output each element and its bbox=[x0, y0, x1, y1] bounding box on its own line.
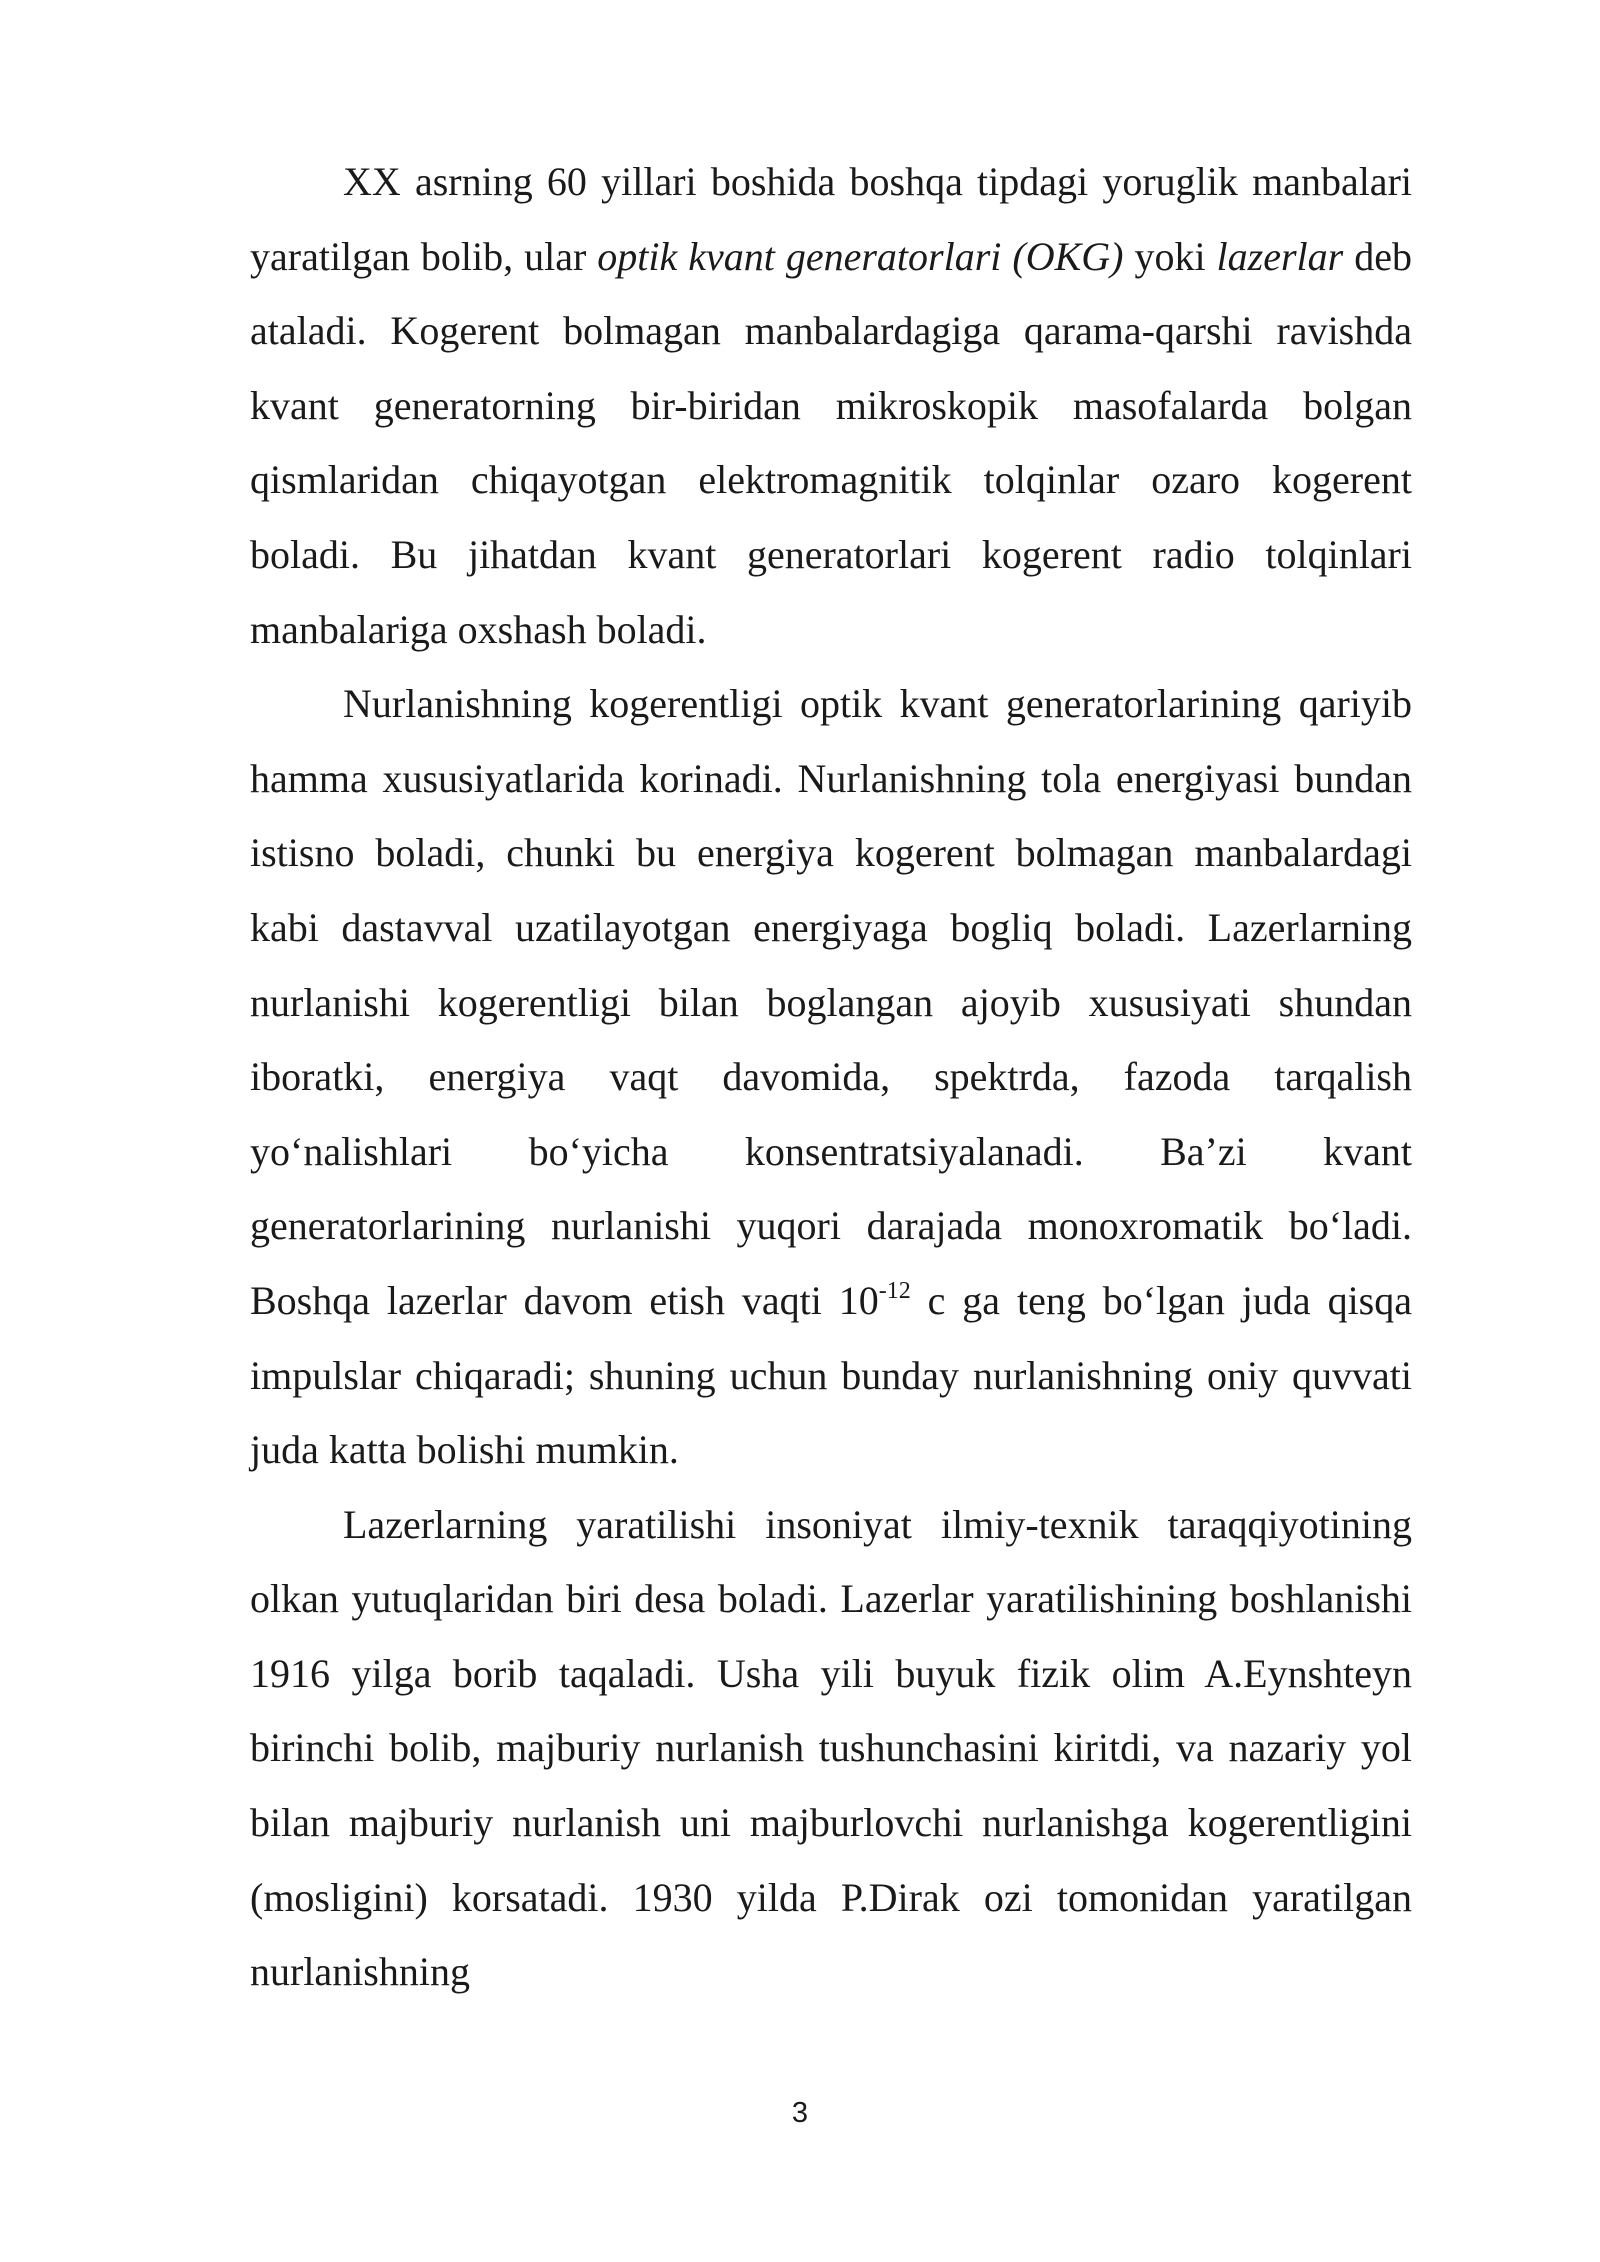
body-text bbox=[250, 145, 1412, 2010]
paragraph-2-text: Nurlanishning kogerentligi optik kvant generatorlarining qariyib hamma xususiyatlarida korinadi. Nurlanishning tola energiyasi bundan istisno boladi, chunki bu energiya kogerent bolmagan manbalardagi kabi dastavval uzatilayotgan energiyaga bogliq boladi. Lazerlarning nurlanishi kogerentligi bilan boglangan ajoyib xususiyati shundan iboratki, energiya vaqt davomida, spektrda, fazoda tarqalish yo‘nalishlari bo‘yicha konsentratsiyalanadi. Ba’zi kvant generatorlarining nurlanishi yuqori darajada monoxromatik bo‘ladi. Boshqa lazerlar davom etish vaqti 10 bbox=[250, 681, 1412, 1323]
paragraph-1-text-3: deb ataladi. Kogerent bolmagan manbalardagiga qarama-qarshi ravishda kvant generatorning bir-biridan mikroskopik masofalarda bolgan qismlaridan chiqayotgan elektromagnitik tolqinlar ozaro kogerent boladi. Bu jihatdan kvant generatorlari kogerent radio tolqinlari manbalariga oxshash boladi. bbox=[250, 233, 1412, 652]
paragraph-2-text-2: c ga teng bo‘lgan juda qisqa impulslar chiqaradi; shuning uchun bunday nurlanishning oniy quvvati juda katta bolishi mumkin. bbox=[250, 1277, 1412, 1473]
paragraph-1-text: XX asrning 60 yillari boshida boshqa tipdagi yoruglik manbalari yaratilgan bolib, ular bbox=[250, 159, 1412, 279]
exponent-superscript: -12 bbox=[878, 1277, 911, 1304]
page-number: 3 bbox=[791, 2097, 809, 2129]
italic-term-lazerlar: lazerlar bbox=[1216, 233, 1344, 279]
paragraph-coherence bbox=[250, 667, 1412, 1488]
paragraph-1-text-2: yoki bbox=[1123, 233, 1217, 279]
paragraph-history bbox=[250, 1488, 1412, 2010]
italic-term-okg: optik kvant generatorlari (OKG) bbox=[597, 233, 1124, 279]
paragraph-3-text: Lazerlarning yaratilishi insoniyat ilmiy-texnik taraqqiyotining olkan yutuqlaridan biri desa boladi. Lazerlar yaratilishining boshlanishi 1916 yilga borib taqaladi. Usha yili buyuk fizik olim A.Eynshteyn birinchi bolib, majburiy nurlanish tushunchasini kiritdi, va nazariy yol bilan majburiy nurlanish uni majburlovchi nurlanishga kogerentligini (mosligini) korsatadi. 1930 yilda P.Dirak ozi tomonidan yaratilgan nurlanishning bbox=[250, 1501, 1412, 1995]
paragraph-okg-intro bbox=[250, 145, 1412, 667]
